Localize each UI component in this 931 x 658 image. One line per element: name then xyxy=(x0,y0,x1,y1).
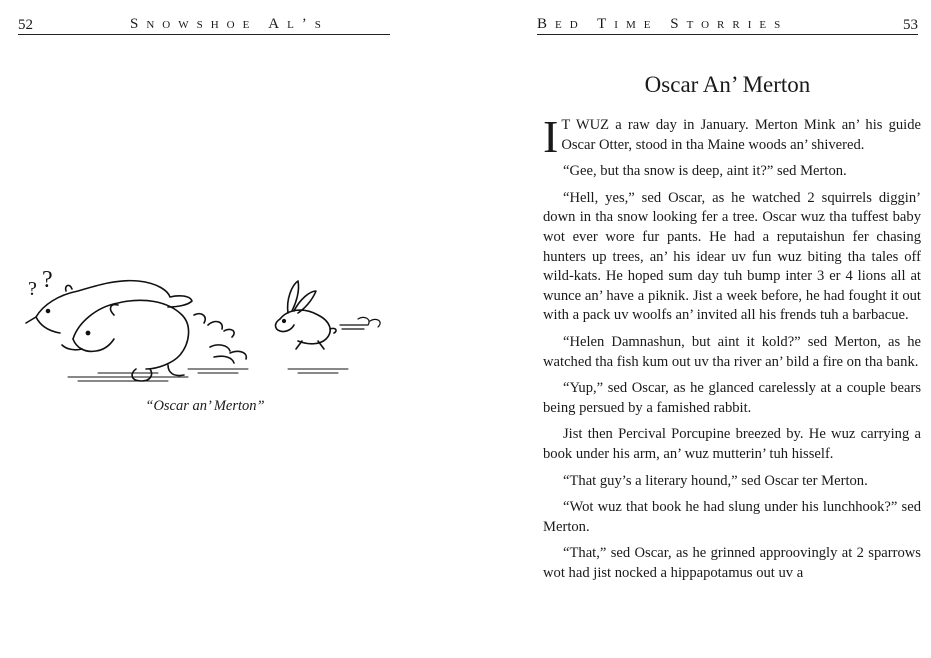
left-page xyxy=(0,0,410,658)
paragraph: “Helen Damnashun, but aint it kold?” sed Merton, as he watched tha fish kum out uv tha river an’ bild a fire on tha bank. xyxy=(543,333,921,370)
paragraph: “Hell, yes,” sed Oscar, as he watched 2 squirrels diggin’ down in tha snow looking fer a tree. Oscar wuz tha tuffest baby wot ever wore fur pants. He had a reputaishun fer chasing hunters up trees, an’ his idear uv fun wuz biting tha tales off wild-kats. He hoped sum day tuh bump inter 3 er 4 lions all at wunce an’ have a piknik. Jist a week before, he had fought it out with a pack uv woolfs an’ invited all his frends tuh a barbacue. xyxy=(543,189,921,324)
running-head-title-right: Bed Time Storries xyxy=(537,16,789,32)
illustration-caption: “Oscar an’ Merton” xyxy=(145,398,265,414)
paragraph-text: T WUZ a raw day in January. Merton Mink an’ his guide Oscar Otter, stood in tha Maine woods an’ shivered. xyxy=(561,117,921,153)
svg-text:?: ? xyxy=(42,267,53,293)
story-title: Oscar An’ Merton xyxy=(644,72,811,97)
drop-cap: I xyxy=(543,111,559,162)
page-number-left: 52 xyxy=(18,17,33,33)
paragraph: “Wot wuz that book he had slung under his lunchhook?” sed Merton. xyxy=(543,499,921,535)
svg-text:?: ? xyxy=(28,278,37,300)
running-head-title-left: Snowshoe Al’s xyxy=(130,16,329,32)
paragraph xyxy=(543,111,921,162)
running-head-right xyxy=(537,8,918,35)
paragraph: “That,” sed Oscar, as he grinned approovingly at 2 sparrows wot had jist nocked a hippapotamus out uv a xyxy=(543,545,921,581)
paragraph: “Yup,” sed Oscar, as he glanced carelessly at a couple bears being persued by a famished rabbit. xyxy=(543,380,921,416)
paragraph: “That guy’s a literary hound,” sed Oscar ter Merton. xyxy=(563,472,868,489)
fleeing-bears-and-rabbit-drawing xyxy=(18,265,398,390)
story-body xyxy=(543,111,921,590)
page-number-right: 53 xyxy=(903,17,918,33)
running-head-left xyxy=(18,8,390,35)
paragraph: “Gee, but tha snow is deep, aint it?” sed Merton. xyxy=(563,163,847,180)
right-page xyxy=(525,0,931,658)
paragraph: Jist then Percival Porcupine breezed by. He wuz carrying a book under his arm, an’ wuz mutterin’ tuh hisself. xyxy=(543,426,921,462)
